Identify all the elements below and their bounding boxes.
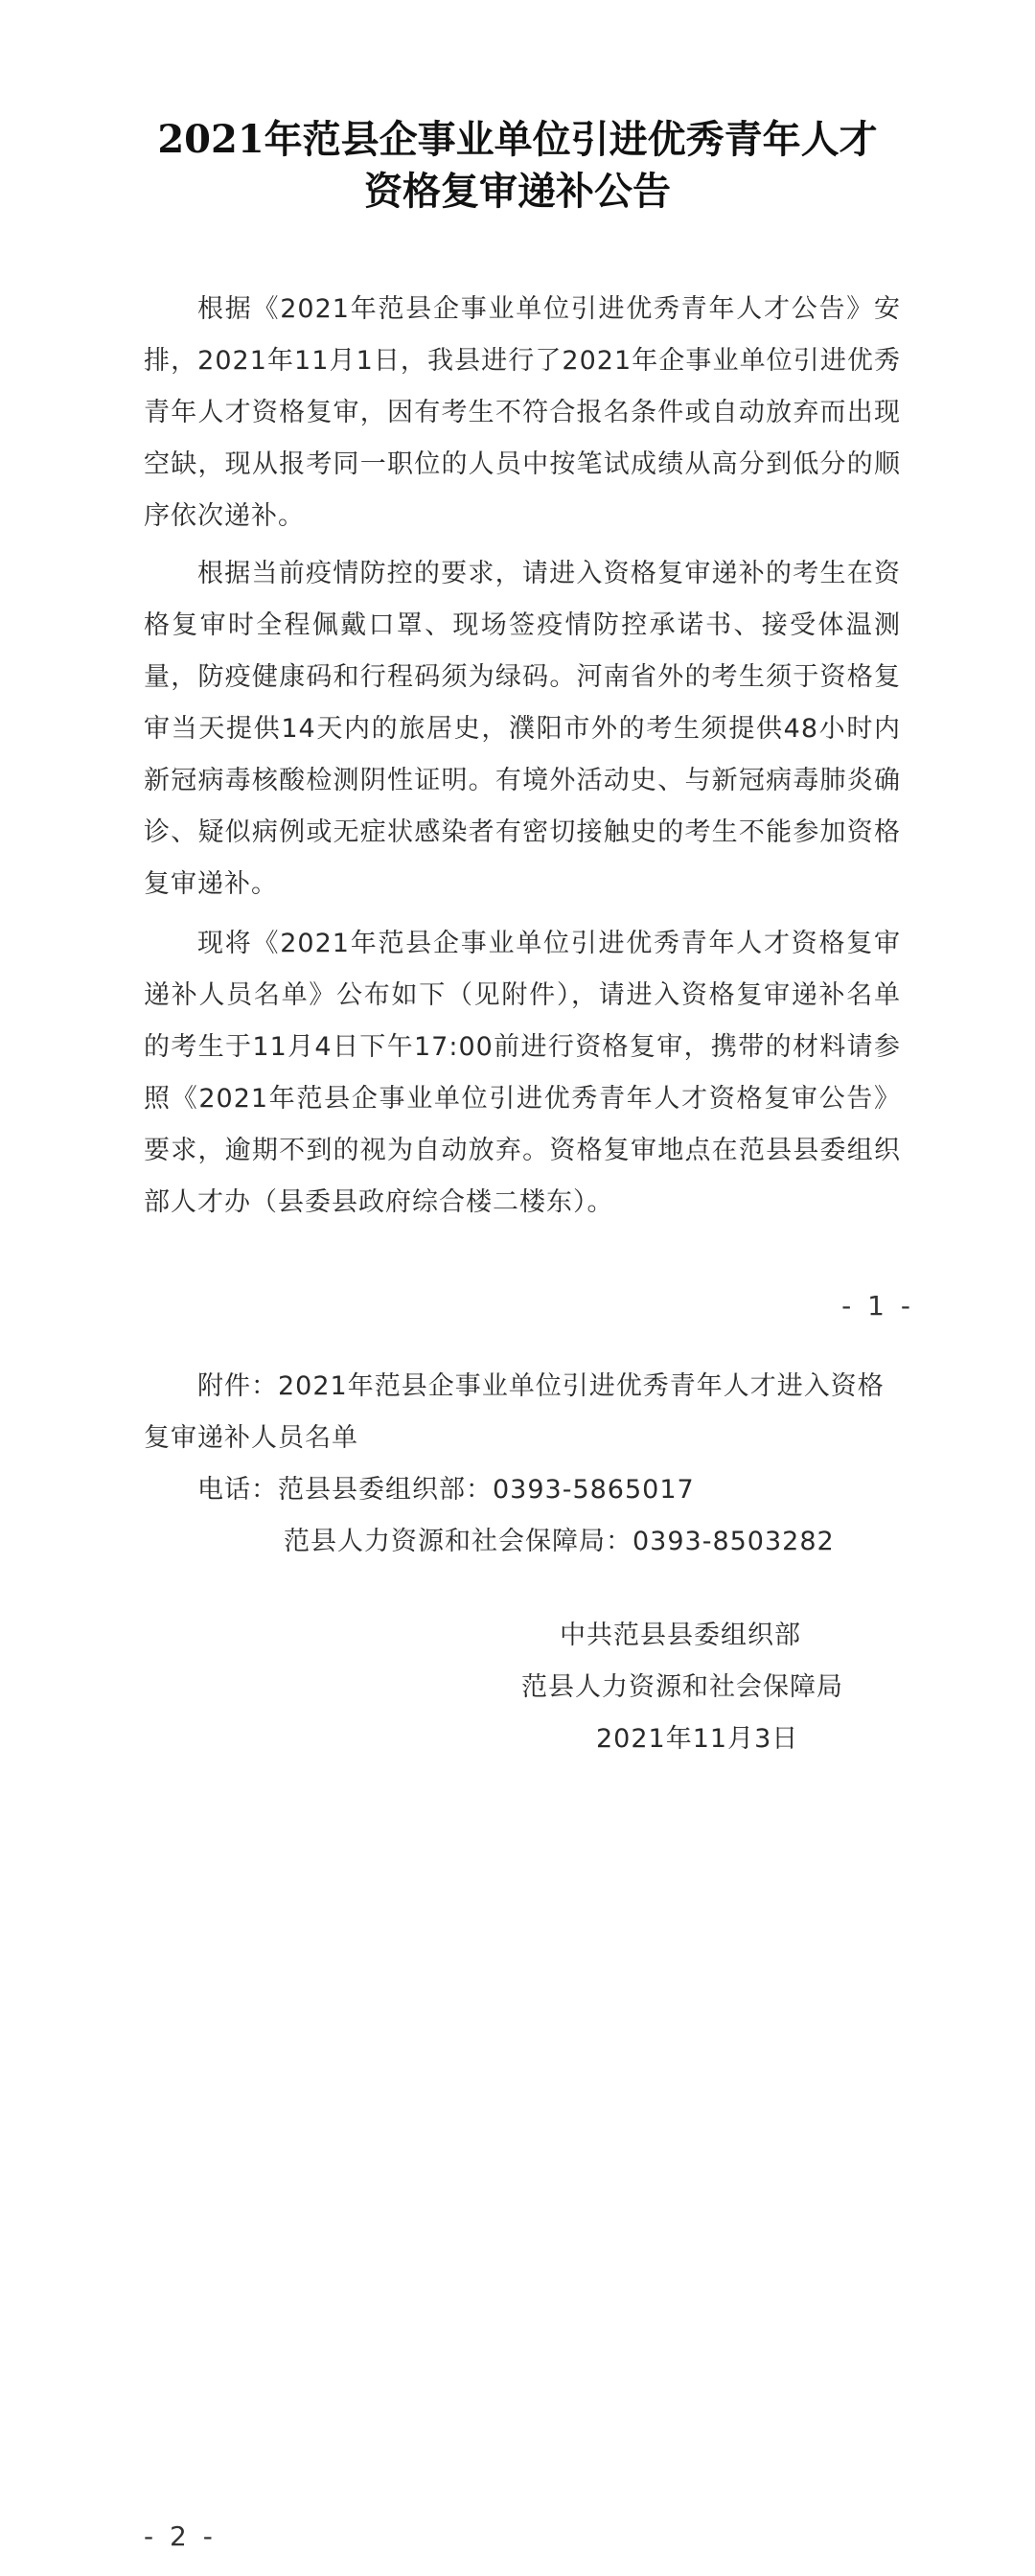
document-title-line2: 资格复审递补公告 <box>364 169 671 214</box>
page-number-1: - 1 - <box>841 1290 914 1322</box>
paragraph-text: 现将《2021年范县企事业单位引进优秀青年人才资格复审递补人员名单》公布如下（见附件），请进入资格复审递补名单的考生于11月4日下午17:00前进行资格复审，携带的材料请参照《2021年范县企事业单位引进优秀青年人才资格复审公告》要求，逾期不到的视为自动放弃。资格复审地点在范县县委组织部人才办（县委县政府综合楼二楼东）。 <box>144 929 901 1217</box>
signature-org-1: 中共范县县委组织部 <box>560 1621 801 1650</box>
contact-phone-hr: 范县人力资源和社会保障局：0393-8503282 <box>284 1527 835 1556</box>
body-paragraph-2 <box>144 548 901 910</box>
body-paragraph-3 <box>144 918 901 1229</box>
contact-phone-org: 电话：范县县委组织部：0393-5865017 <box>197 1475 695 1505</box>
signature-date: 2021年11月3日 <box>596 1724 799 1754</box>
document-title-line1: 2021年范县企事业单位引进优秀青年人才 <box>157 117 878 162</box>
body-paragraph-1 <box>144 284 901 542</box>
paragraph-text: 根据《2021年范县企事业单位引进优秀青年人才公告》安排，2021年11月1日，我县进行了2021年企事业单位引进优秀青年人才资格复审，因有考生不符合报名条件或自动放弃而出现空缺，现从报考同一职位的人员中按笔试成绩从高分到低分的顺序依次递补。 <box>144 294 901 531</box>
paragraph-text: 根据当前疫情防控的要求，请进入资格复审递补的考生在资格复审时全程佩戴口罩、现场签疫情防控承诺书、接受体温测量，防疫健康码和行程码须为绿码。河南省外的考生须于资格复审当天提供14天内的旅居史，濮阳市外的考生须提供48小时内新冠病毒核酸检测阴性证明。有境外活动史、与新冠病毒肺炎确诊、疑似病例或无症状感染者有密切接触史的考生不能参加资格复审递补。 <box>144 559 901 899</box>
attachment-note: 附件：2021年范县企事业单位引进优秀青年人才进入资格复审递补人员名单 <box>144 1371 885 1453</box>
page-number-2: - 2 - <box>144 2520 217 2552</box>
signature-org-2: 范县人力资源和社会保障局 <box>521 1672 843 1702</box>
